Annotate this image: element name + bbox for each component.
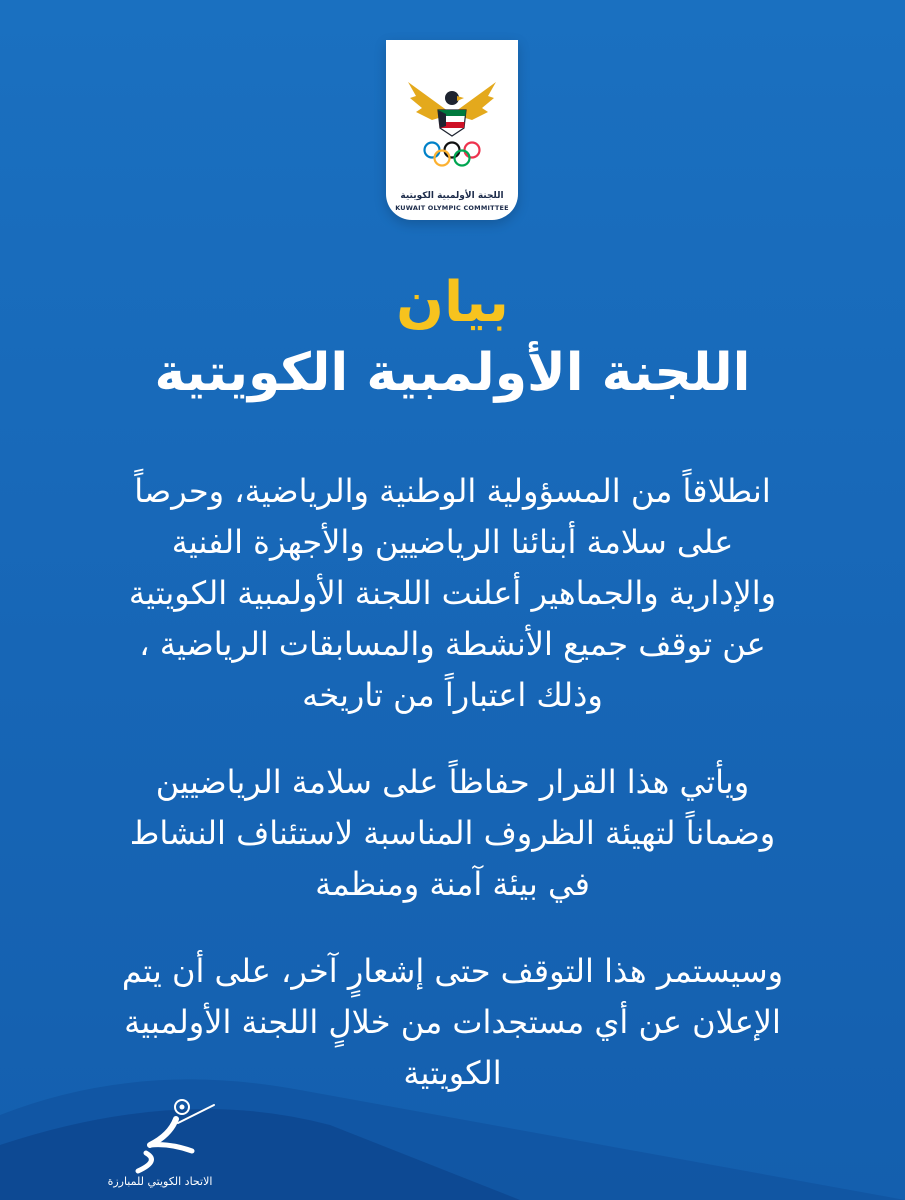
paragraph-2-line: وضماناً لتهيئة الظروف المناسبة لاستئناف النشاط (129, 814, 776, 852)
logo-english-name: KUWAIT OLYMPIC COMMITTEE (395, 204, 509, 212)
paragraph-3 (60, 946, 845, 1099)
paragraph-2-line: في بيئة آمنة ومنظمة (315, 865, 590, 903)
paragraph-1-line: انطلاقاً من المسؤولية الوطنية والرياضية، وحرصاً (134, 472, 771, 510)
paragraph-1 (60, 466, 845, 721)
statement-title: بيان (396, 270, 509, 335)
statement-subtitle: اللجنة الأولمبية الكويتية (154, 343, 751, 403)
falcon-olympic-rings-emblem-icon (402, 62, 502, 172)
federation-name: الاتحاد الكويتي للمبارزة (107, 1175, 213, 1188)
paragraph-1-line: عن توقف جميع الأنشطة والمسابقات الرياضية ، (139, 625, 766, 663)
paragraph-3-line: الكويتية (403, 1054, 502, 1092)
paragraph-1-line: على سلامة أبنائنا الرياضيين والأجهزة الفنية (171, 523, 734, 561)
paragraph-1-line: والإدارية والجماهير أعلنت اللجنة الأولمبية الكويتية (128, 574, 777, 612)
paragraph-2 (60, 757, 845, 910)
paragraph-3-line: وسيستمر هذا التوقف حتى إشعارٍ آخر، على أن يتم (121, 952, 784, 990)
logo-arabic-name: اللجنة الأولمبية الكويتية (400, 191, 504, 201)
paragraph-2-line: ويأتي هذا القرار حفاظاً على سلامة الرياضيين (155, 763, 750, 801)
fencer-icon (110, 1095, 220, 1175)
paragraph-1-line: وذلك اعتباراً من تاريخه (302, 676, 603, 714)
paragraph-3-line: الإعلان عن أي مستجدات من خلالٍ اللجنة الأولمبية (124, 1003, 781, 1041)
kuwait-olympic-committee-logo (386, 40, 518, 220)
